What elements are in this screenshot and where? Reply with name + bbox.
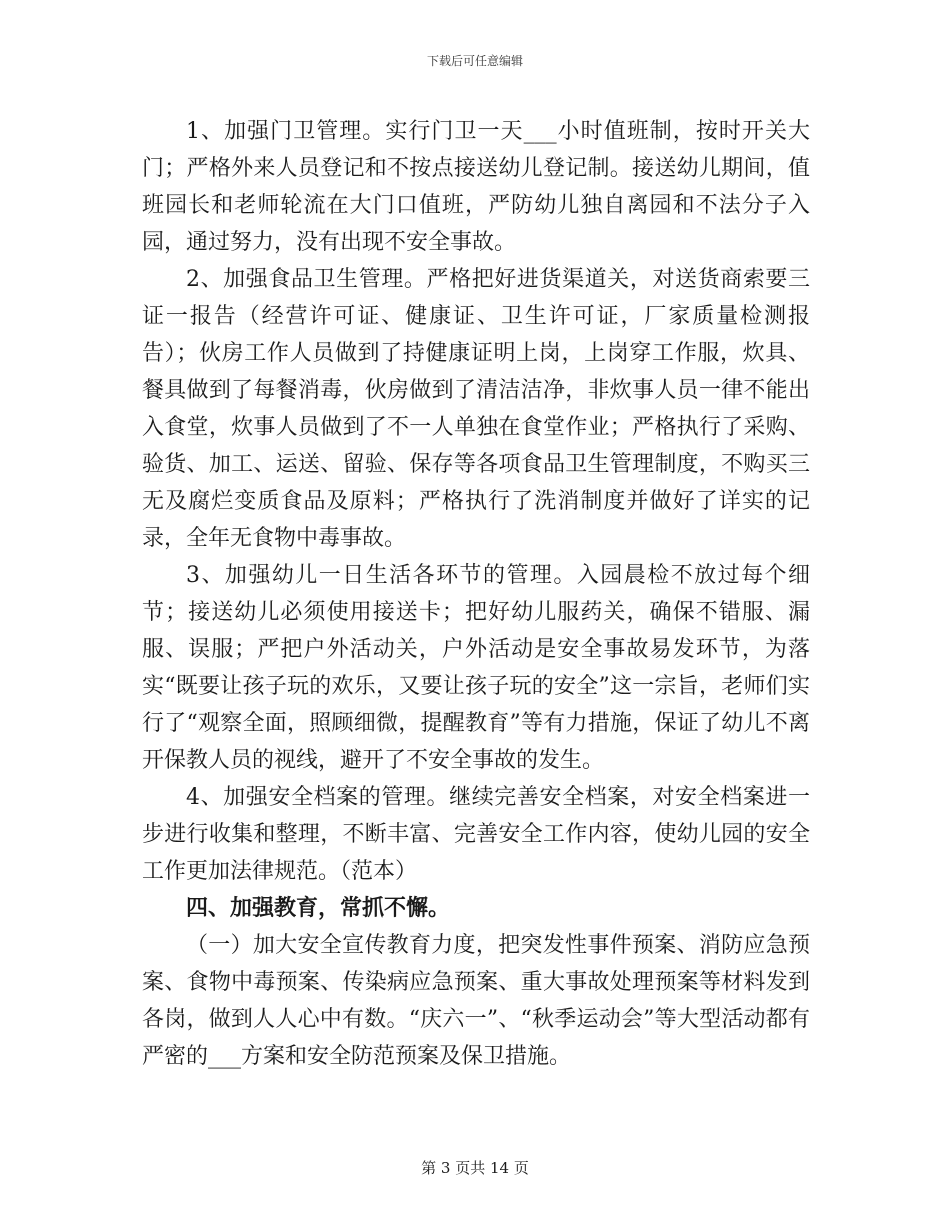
page-header: 下载后可任意编辑 xyxy=(426,54,523,68)
page-footer: 第 3 页共 14 页 xyxy=(421,1159,529,1177)
paragraph-safety-education: （一）加大安全宣传教育力度，把突发性事件预案、消防应急预案、食物中毒预案、传染病应急预案、重大事故处理预案等材料发到各岗，做到人人心中有数。“庆六一”、“秋季运动会”等大型活动都有严密的___方案和安全防范预案及保卫措施。 xyxy=(142,933,810,1069)
paragraph-safety-archives: 4、加强安全档案的管理。继续完善安全档案，对安全档案进一步进行收集和整理，不断丰富、完善安全工作内容，使幼儿园的安全工作更加法律规范。（范本） xyxy=(142,785,810,884)
paragraph-food-hygiene: 2、加强食品卫生管理。严格把好进货渠道关，对送货商索要三证一报告（经营许可证、健康证、卫生许可证，厂家质量检测报告）；伙房工作人员做到了持健康证明上岗，上岗穿工作服，炊具、餐具做到了每餐消毒，伙房做到了清洁洁净，非炊事人员一律不能出入食堂，炊事人员做到了不一人单独在食堂作业；严格执行了采购、验货、加工、运送、留验、保存等各项食品卫生管理制度，不购买三无及腐烂变质食品及原料；严格执行了洗消制度并做好了详实的记录，全年无食物中毒事故。 xyxy=(142,267,810,551)
section-heading: 四、加强教育，常抓不懈。 xyxy=(186,895,451,921)
paragraph-gatekeeping: 1、加强门卫管理。实行门卫一天___小时值班制，按时开关大门；严格外来人员登记和不按点接送幼儿登记制。接送幼儿期间，值班园长和老师轮流在大门口值班，严防幼儿独自离园和不法分子入园，通过努力，没有出现不安全事故。 xyxy=(142,119,810,255)
paragraph-daily-life: 3、加强幼儿一日生活各环节的管理。入园晨检不放过每个细节；接送幼儿必须使用接送卡；把好幼儿服药关，确保不错服、漏服、误服；严把户外活动关，户外活动是安全事故易发环节，为落实“既要让孩子玩的欢乐，又要让孩子玩的安全”这一宗旨，老师们实行了“观察全面，照顾细微，提醒教育”等有力措施，保证了幼儿不离开保教人员的视线，避开了不安全事故的发生。 xyxy=(142,563,810,773)
document-body xyxy=(142,113,810,1075)
